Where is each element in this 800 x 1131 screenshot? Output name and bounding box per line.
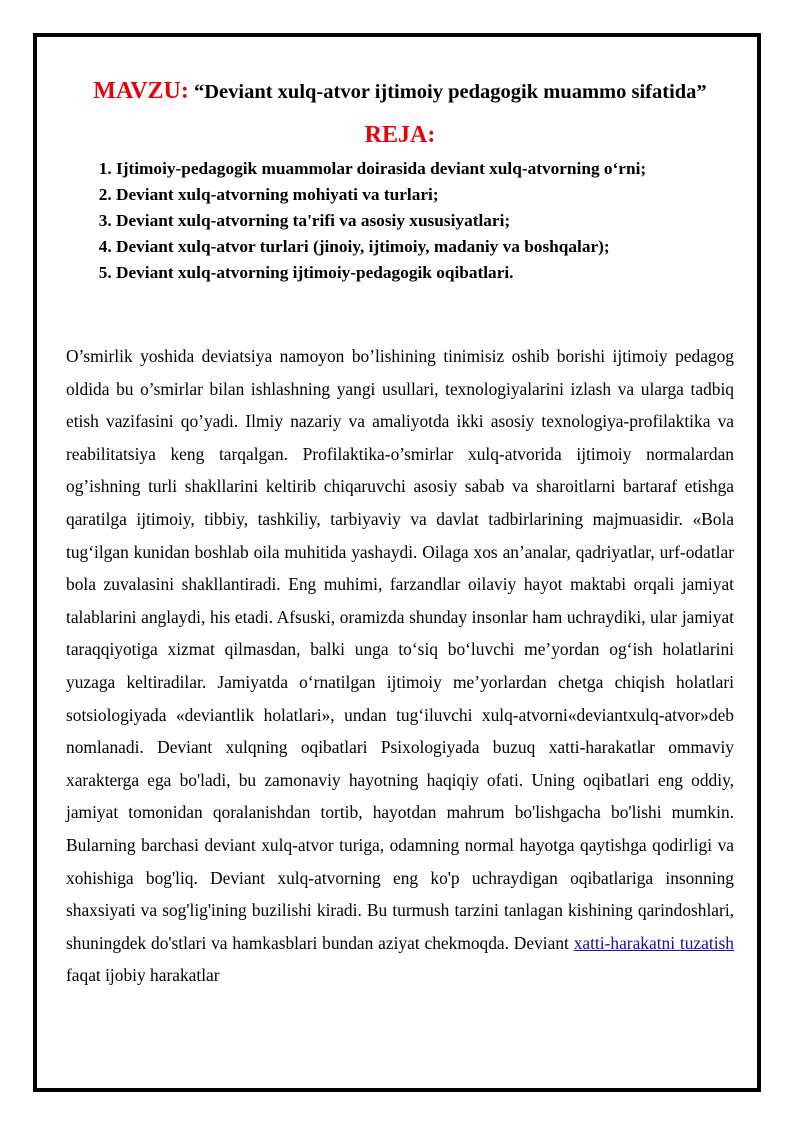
title-label: MAVZU:: [93, 78, 189, 104]
plan-heading: REJA:: [364, 122, 436, 148]
title-text: “Deviant xulq-atvor ijtimoiy pedagogik muammo sifatida”: [193, 81, 707, 103]
body-text-end: faqat ijobiy harakatlar: [66, 965, 220, 986]
plan-item: 5. Deviant xulq-atvorning ijtimoiy-pedagogik oqibatlari.: [116, 260, 734, 286]
plan-list: [66, 156, 734, 286]
plan-item: 4. Deviant xulq-atvor turlari (jinoiy, ijtimoiy, madaniy va boshqalar);: [116, 234, 734, 260]
plan-item: 3. Deviant xulq-atvorning ta'rifi va asosiy xususiyatlari;: [116, 208, 734, 234]
body-text-start: O’smirlik yoshida deviatsiya namoyon bo’lishining tinimisiz oshib borishi ijtimoiy pedagog oldida bu o’smirlar bilan ishlashning yangi usullari, texnologiyalarini izlash va ularga tadbiq etish vazifasini qo’yadi. Ilmiy nazariy va amaliyotda ikki asosiy texnologiya-profilaktika va reabilitatsiya keng tarqalgan. Profilaktika-o’smirlar xulq-atvorida ijtimoiy normalardan og’ishning turli shakllarini keltirib chiqaruvchi asosiy sabab va sharoitlarni bartaraf etishga qaratilga ijtimoiy, tibbiy, tashkiliy, tarbiyaviy va davlat tadbirlarining majmuasidir. «Bola tug‘ilgan kunidan boshlab oila muhitida yashaydi. Oilaga xos an’analar, qadriyatlar, urf-odatlar bola zuvalasini shakllantiradi. Eng muhimi, farzandlar oilaviy hayot maktabi orqali jamiyat talablarini anglaydi, his etadi. Afsuski, oramizda shunday insonlar ham uchraydiki, ular jamiyat taraqqiyotiga xizmat qilmasdan, balki unga to‘siq bo‘luvchi me’yordan og‘ish holatlarini yuzaga keltiradilar. Jamiyatda o‘rnatilgan ijtimoiy me’yorlardan chetga chiqish holatlari sotsiologiyada «deviantlik holatlari», undan tug‘iluvchi xulq-atvorni«deviantxulq-atvor»deb nomlanadi. Deviant xulqning oqibatlari Psixologiyada buzuq xatti-harakatlar ommaviy xarakterga ega bo'ladi, bu zamonaviy hayotning haqiqiy ofati. Uning oqibatlari eng oddiy, jamiyat tomonidan qoralanishdan tortib, hayotdan mahrum bo'lishgacha bo'lishi mumkin. Bularning barchasi deviant xulq-atvor turiga, odamning normal hayotga qaytishga qodirligi va xohishiga bog'liq. Deviant xulq-atvorning eng ko'p uchraydigan oqibatlariga insonning shaxsiyati va sog'lig'ining buzilishi kiradi. Bu turmush tarzini tanlagan kishining qarindoshlari, shuningdek do'stlari va hamkasblari bundan aziyat chekmoqda. Deviant: [66, 346, 734, 953]
document-content: [66, 76, 734, 992]
plan-item: 1. Ijtimoiy-pedagogik muammolar doirasida deviant xulq-atvorning o‘rni;: [116, 156, 734, 182]
plan-item: 2. Deviant xulq-atvorning mohiyati va turlari;: [116, 182, 734, 208]
body-paragraph: [66, 340, 734, 992]
body-link[interactable]: xatti-harakatni tuzatish: [573, 932, 734, 953]
document-title: [66, 76, 734, 107]
